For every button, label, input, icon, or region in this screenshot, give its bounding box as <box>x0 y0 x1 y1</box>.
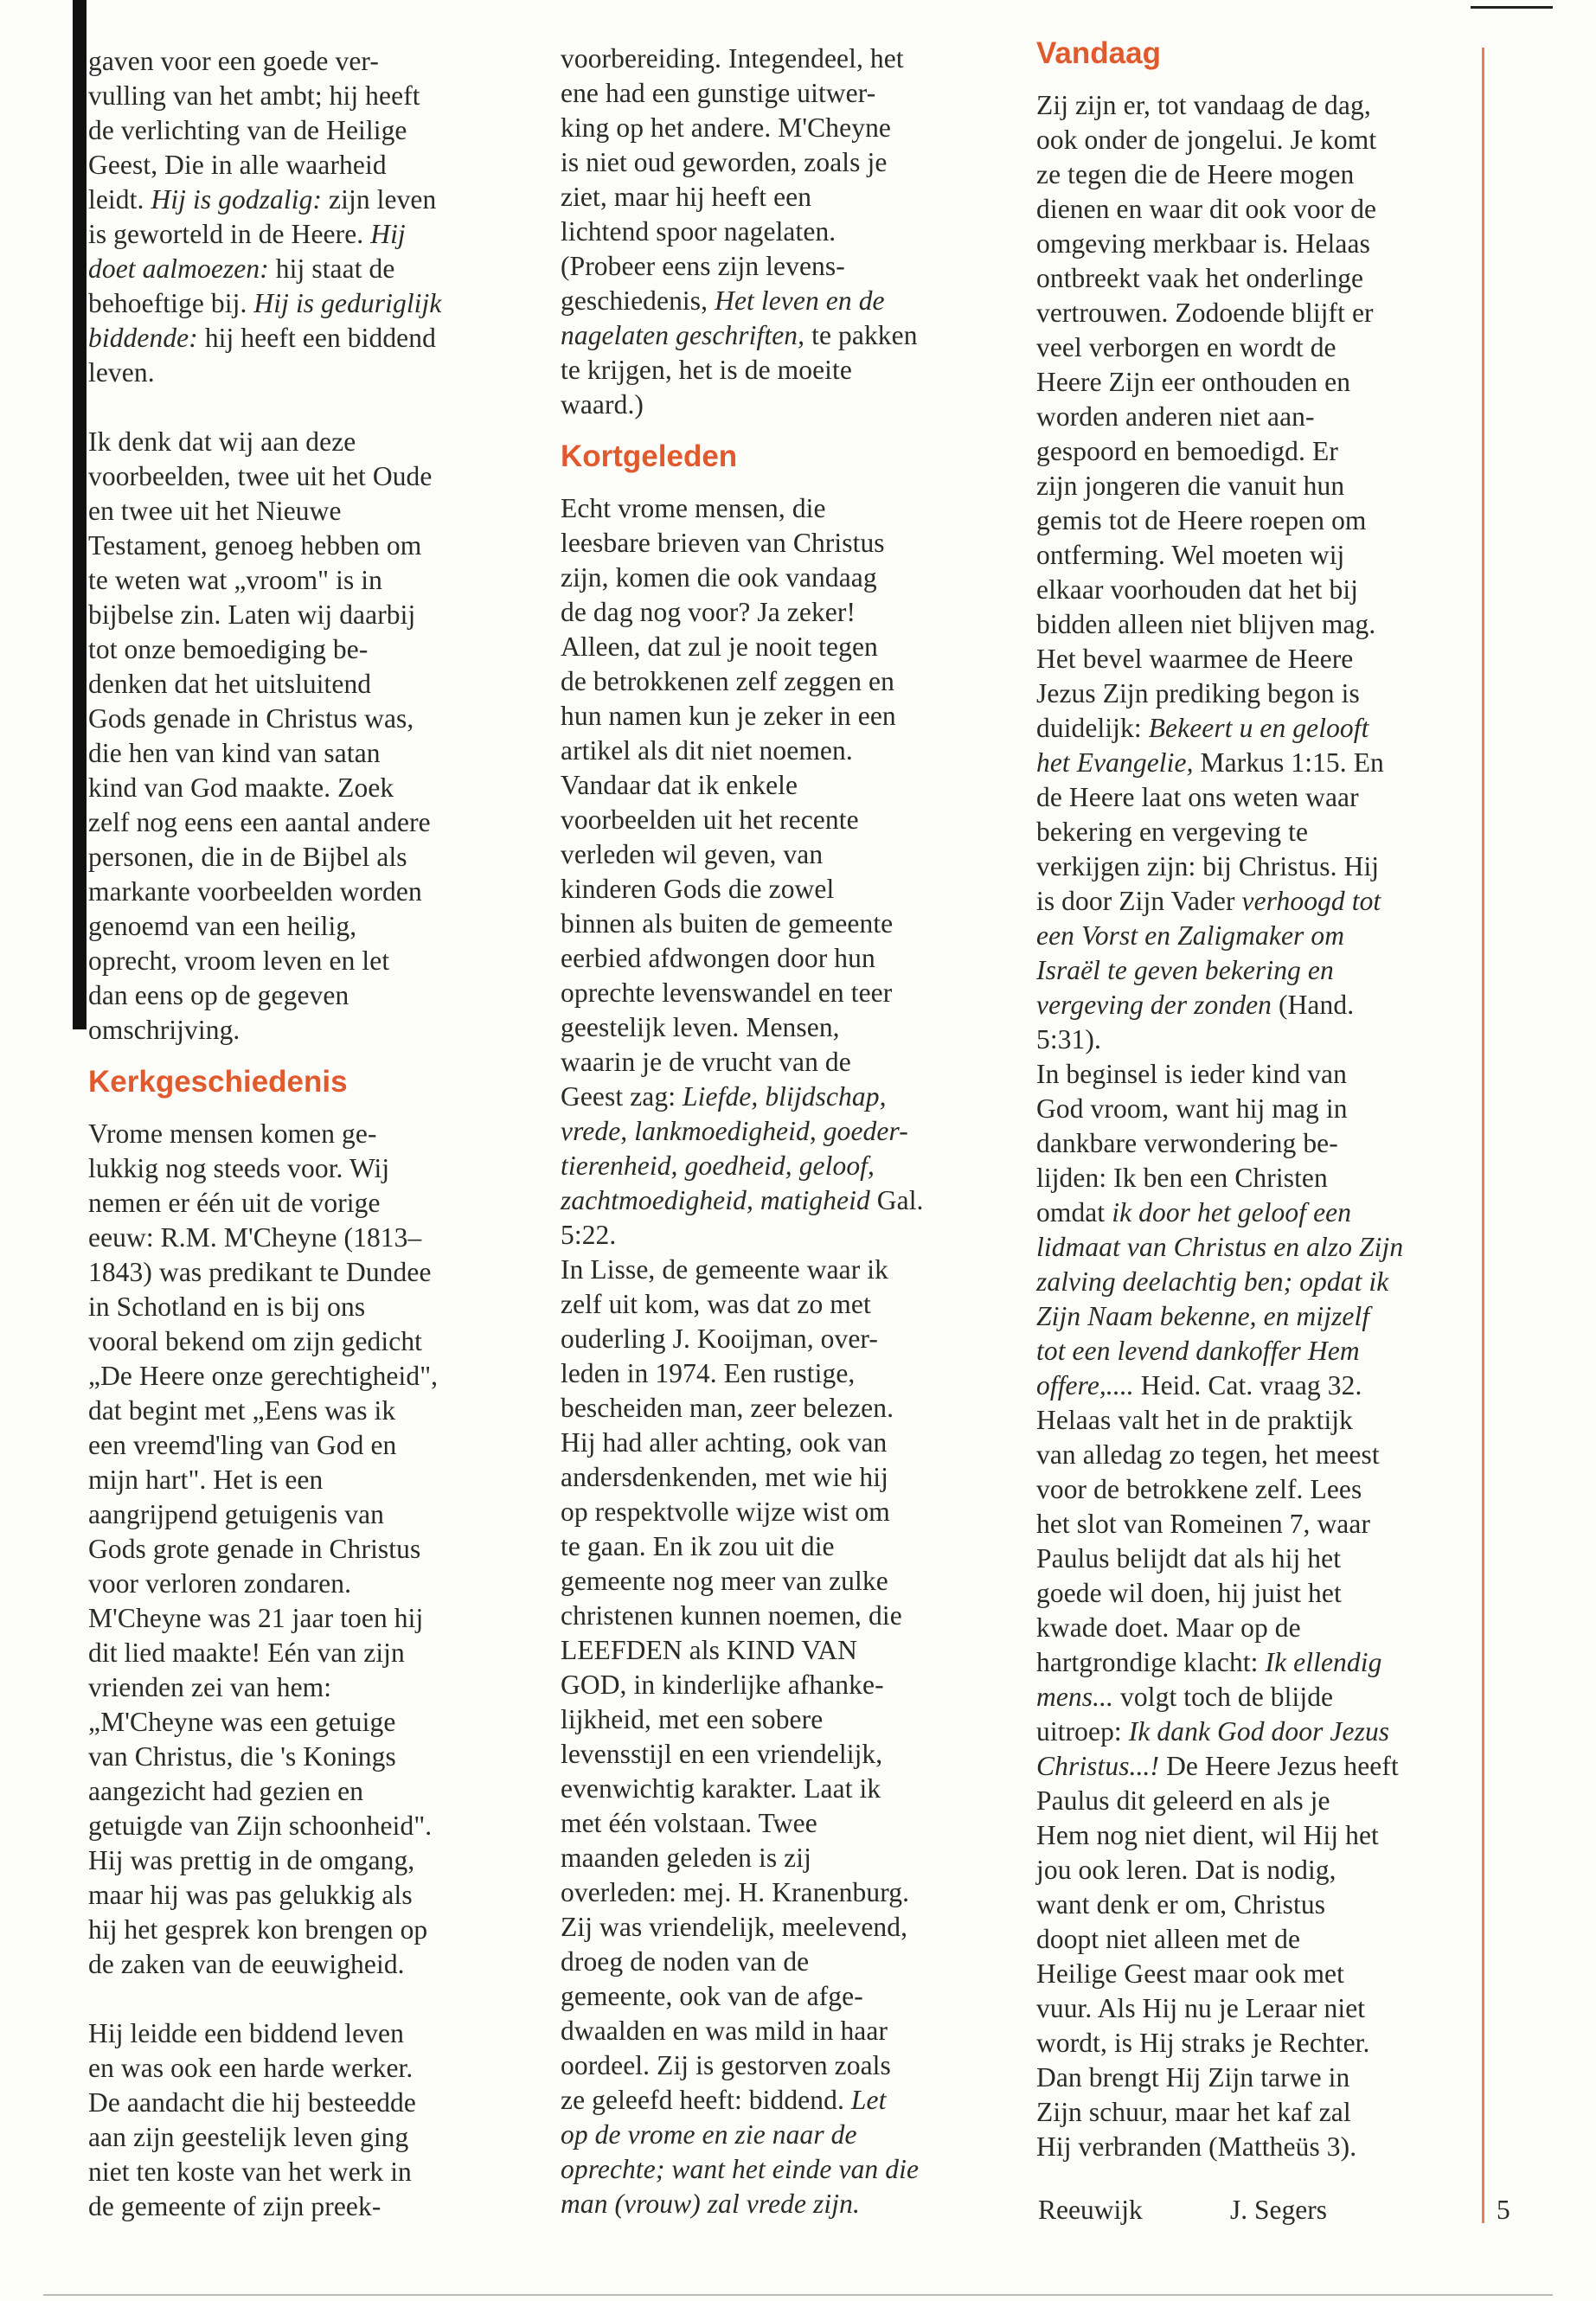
text-line: de dag nog voor? Ja zeker! <box>561 597 856 627</box>
text-line: op respektvolle wijze wist om <box>561 1497 890 1527</box>
text-line: elkaar voorhouden dat het bij <box>1036 574 1359 605</box>
text-line: denken dat het uitsluitend <box>88 669 372 699</box>
text-span: Geest zag: <box>561 1081 683 1112</box>
text-line: voor de betrokkene zelf. Lees <box>1036 1474 1362 1504</box>
text-line: ook onder de jongelui. Je komt <box>1036 125 1377 155</box>
text-line: eerbied afdwongen door hun <box>561 943 875 973</box>
text-line: het slot van Romeinen 7, waar <box>1036 1509 1371 1539</box>
text-line: Helaas valt het in de praktijk <box>1036 1405 1354 1435</box>
text-line <box>1036 953 1486 988</box>
text-line: verleden wil geven, van <box>561 839 824 869</box>
text-line: en was ook een harde werker. <box>88 2053 413 2083</box>
text-line: Geest, Die in alle waarheid <box>88 150 387 180</box>
text-line: de gemeente of zijn preek- <box>88 2191 381 2221</box>
text-line <box>1036 988 1486 1022</box>
text-line: maar hij was pas gelukkig als <box>88 1880 413 1910</box>
text-line: Ik denk dat wij aan deze <box>88 426 356 457</box>
italic-span: Christus...! <box>1036 1751 1160 1781</box>
text-line: voorbeelden, twee uit het Oude <box>88 461 433 491</box>
text-line: overleden: mej. H. Kranenburg. <box>561 1877 910 1907</box>
italic-span: tierenheid, goedheid, geloof, <box>561 1150 875 1181</box>
text-line: tot onze bemoediging be- <box>88 634 369 664</box>
top-rule <box>1471 6 1553 9</box>
text-line: lukkig nog steeds voor. Wij <box>88 1153 390 1183</box>
italic-span: biddende: <box>88 323 198 353</box>
text-line: gemis tot de Heere roepen om <box>1036 505 1367 535</box>
text-line: (Probeer eens zijn levens- <box>561 251 845 281</box>
text-line <box>1036 919 1486 953</box>
page-number: 5 <box>1497 2195 1510 2225</box>
italic-span: het Evangelie, <box>1036 747 1194 778</box>
text-span: duidelijk: <box>1036 713 1149 743</box>
text-line <box>561 1149 1010 1183</box>
text-line: bidden alleen niet blijven mag. <box>1036 609 1376 639</box>
text-line: kwade doet. Maar op de <box>1036 1612 1301 1643</box>
text-line <box>561 1114 1010 1149</box>
text-line: jou ook leren. Dat is nodig, <box>1036 1855 1336 1885</box>
text-line: dan eens op de gegeven <box>88 980 349 1010</box>
text-line: ziet, maar hij heeft een <box>561 182 812 212</box>
text-line: Het bevel waarmee de Heere <box>1036 644 1354 674</box>
text-line: christenen kunnen noemen, die <box>561 1600 902 1631</box>
text-span: is door Zijn Vader <box>1036 886 1242 916</box>
text-line <box>1036 1680 1486 1715</box>
scan-edge-bar <box>73 0 87 1029</box>
text-line: vertrouwen. Zodoende blijft er <box>1036 298 1374 328</box>
text-line: waard.) <box>561 389 644 420</box>
italic-span: mens... <box>1036 1682 1114 1712</box>
italic-span: Zijn Naam bekenne, en mijzelf <box>1036 1301 1370 1331</box>
text-line: evenwichtig karakter. Laat ik <box>561 1773 881 1804</box>
footer-place: Reeuwijk <box>1038 2195 1143 2225</box>
text-span: De Heere Jezus heeft <box>1159 1751 1399 1781</box>
text-line: goede wil doen, hij juist het <box>1036 1578 1342 1608</box>
text-line: de zaken van de eeuwigheid. <box>88 1949 405 1979</box>
text-line: doopt niet alleen met de <box>1036 1924 1301 1954</box>
text-line: voorbeelden uit het recente <box>561 804 859 835</box>
text-line: „De Heere onze gerechtigheid", <box>88 1361 439 1391</box>
text-span: Heid. Cat. vraag 32. <box>1133 1370 1362 1400</box>
italic-span: Liefde, blijdschap, <box>683 1081 887 1112</box>
text-line: aan zijn geestelijk leven ging <box>88 2122 409 2152</box>
text-line <box>1036 1195 1486 1230</box>
text-span: geschiedenis, <box>561 285 715 316</box>
text-line <box>561 2083 1010 2118</box>
text-line: omschrijving. <box>88 1015 240 1045</box>
paragraph <box>561 42 1010 422</box>
paragraph <box>88 1117 538 1982</box>
text-line: God vroom, want hij mag in <box>1036 1093 1348 1124</box>
text-line: 5:22. <box>561 1220 617 1250</box>
text-line: ene had een gunstige uitwer- <box>561 78 876 108</box>
text-line: artikel als dit niet noemen. <box>561 735 853 766</box>
text-line: GOD, in kinderlijke afhanke- <box>561 1670 884 1700</box>
text-line: zelf uit kom, was dat zo met <box>561 1289 871 1319</box>
text-line: Zijn schuur, maar het kaf zal <box>1036 2097 1351 2127</box>
italic-span: Bekeert u en gelooft <box>1148 713 1369 743</box>
text-line: de Heere laat ons weten waar <box>1036 782 1359 812</box>
text-line <box>1036 884 1486 919</box>
text-line: Echt vrome mensen, die <box>561 493 826 523</box>
text-line: maanden geleden is zij <box>561 1843 811 1873</box>
text-line: te krijgen, het is de moeite <box>561 355 852 385</box>
italic-span: Het leven en de <box>715 285 885 316</box>
text-line: lijden: Ik ben een Christen <box>1036 1163 1328 1193</box>
text-line: van alledag zo tegen, het meest <box>1036 1439 1380 1470</box>
italic-span: tot een levend dankoffer Hem <box>1036 1336 1360 1366</box>
text-line: 5:31). <box>1036 1024 1101 1054</box>
text-line <box>88 286 538 321</box>
text-span: zijn leven <box>322 184 437 215</box>
text-line: Hem nog niet dient, wil Hij het <box>1036 1820 1379 1850</box>
text-line: bescheiden man, zeer belezen. <box>561 1393 894 1423</box>
text-span: hij staat de <box>268 253 395 284</box>
italic-span: Hij <box>370 219 406 249</box>
text-line <box>1036 1715 1486 1749</box>
text-line <box>88 252 538 286</box>
text-span: leidt. <box>88 184 151 215</box>
text-line: worden anderen niet aan- <box>1036 401 1315 432</box>
text-span: hij heeft een biddend <box>197 323 436 353</box>
text-span: volgt toch de blijde <box>1113 1682 1334 1712</box>
text-line: de betrokkenen zelf zeggen en <box>561 666 894 696</box>
column-3 <box>1036 19 1486 2164</box>
text-line: Heere Zijn eer onthouden en <box>1036 367 1351 397</box>
text-line: omgeving merkbaar is. Helaas <box>1036 228 1370 259</box>
text-line: leden in 1974. Een rustige, <box>561 1358 856 1388</box>
text-line: bijbelse zin. Laten wij daarbij <box>88 599 416 630</box>
text-line: Alleen, dat zul je nooit tegen <box>561 631 878 662</box>
footer-author: J. Segers <box>1230 2195 1327 2225</box>
text-line: LEEFDEN als KIND VAN <box>561 1635 857 1665</box>
text-line: is niet oud geworden, zoals je <box>561 147 888 177</box>
text-line <box>1036 1645 1486 1680</box>
text-line: lijkheid, met een sobere <box>561 1704 824 1734</box>
text-line <box>561 284 1010 318</box>
text-line <box>1036 1334 1486 1368</box>
text-line: gaven voor een goede ver- <box>88 46 379 76</box>
paragraph-gap <box>88 390 538 425</box>
text-line <box>88 321 538 356</box>
text-line: in Schotland en is bij ons <box>88 1292 366 1322</box>
text-line: kinderen Gods die zowel <box>561 874 835 904</box>
text-line: Zij zijn er, tot vandaag de dag, <box>1036 90 1371 120</box>
text-line: binnen als buiten de gemeente <box>561 908 894 939</box>
italic-span: zachtmoedigheid, matigheid <box>561 1185 870 1215</box>
italic-span: zalving deelachtig ben; opdat ik <box>1036 1266 1389 1297</box>
text-line: Hij had aller achting, ook van <box>561 1427 888 1458</box>
text-span: ze geleefd heeft: biddend. <box>561 2085 851 2115</box>
italic-span: Hij is geduriglijk <box>253 288 442 318</box>
text-line <box>561 2187 1010 2221</box>
text-line: markante voorbeelden worden <box>88 876 422 907</box>
text-line: leesbare brieven van Christus <box>561 528 885 558</box>
text-line: Jezus Zijn prediking begon is <box>1036 678 1360 708</box>
section-heading: Vandaag <box>1036 36 1161 70</box>
italic-span: vergeving der zonden <box>1036 990 1272 1020</box>
text-line <box>88 217 538 252</box>
text-line: wordt, is Hij straks je Rechter. <box>1036 2028 1370 2058</box>
text-line: vulling van het ambt; hij heeft <box>88 80 420 111</box>
text-line <box>1036 1230 1486 1265</box>
italic-span: Ik dank God door Jezus <box>1128 1716 1390 1747</box>
paragraph <box>561 491 1010 2221</box>
text-line: „M'Cheyne was een getuige <box>88 1707 396 1737</box>
text-line: lichtend spoor nagelaten. <box>561 216 836 247</box>
text-line: vooral bekend om zijn gedicht <box>88 1326 423 1356</box>
text-line: van Christus, die 's Konings <box>88 1741 396 1772</box>
text-line: niet ten koste van het werk in <box>88 2157 412 2187</box>
paragraph <box>88 44 538 390</box>
text-line <box>561 1183 1010 1218</box>
text-line: Hij verbranden (Mattheüs 3). <box>1036 2131 1357 2162</box>
text-line: Gods grote genade in Christus <box>88 1534 421 1564</box>
text-line <box>88 183 538 217</box>
text-line: Paulus belijdt dat als hij het <box>1036 1543 1342 1574</box>
text-span: (Hand. <box>1272 990 1355 1020</box>
text-line: nemen er één uit de vorige <box>88 1188 381 1218</box>
italic-span: doet aalmoezen: <box>88 253 269 284</box>
text-line: kind van God maakte. Zoek <box>88 772 394 803</box>
italic-span: Israël te geven bekering en <box>1036 955 1334 985</box>
text-line: zijn, komen die ook vandaag <box>561 562 877 593</box>
column-1 <box>88 44 538 2224</box>
italic-span: lidmaat van Christus en alzo Zijn <box>1036 1232 1404 1262</box>
text-line: hun namen kun je zeker in een <box>561 701 896 731</box>
text-span: behoeftige bij. <box>88 288 254 318</box>
text-line: geestelijk leven. Mensen, <box>561 1012 840 1042</box>
text-line: Testament, genoeg hebben om <box>88 530 422 561</box>
text-line: die hen van kind van satan <box>88 738 381 768</box>
text-line: dit lied maakte! Eén van zijn <box>88 1638 405 1668</box>
text-line: mijn hart". Het is een <box>88 1465 324 1495</box>
italic-span: ik door het geloof een <box>1112 1197 1352 1227</box>
text-line: gemeente nog meer van zulke <box>561 1566 888 1596</box>
text-line: Heilige Geest maar ook met <box>1036 1958 1344 1989</box>
text-line: waarin je de vrucht van de <box>561 1047 851 1077</box>
text-line: gespoord en bemoedigd. Er <box>1036 436 1338 466</box>
text-line: bekering en vergeving te <box>1036 817 1309 847</box>
italic-span: een Vorst en Zaligmaker om <box>1036 920 1345 951</box>
text-span: Markus 1:15. En <box>1193 747 1384 778</box>
text-line: andersdenkenden, met wie hij <box>561 1462 888 1492</box>
text-line: oprecht, vroom leven en let <box>88 945 390 976</box>
text-line <box>1036 1265 1486 1299</box>
text-line: veel verborgen en wordt de <box>1036 332 1336 362</box>
text-line: zijn jongeren die vanuit hun <box>1036 471 1345 501</box>
text-line <box>1036 746 1486 780</box>
text-line: een vreemd'ling van God en <box>88 1430 397 1460</box>
italic-span: man (vrouw) zal vrede zijn. <box>561 2189 860 2219</box>
italic-span: verhoogd tot <box>1241 886 1381 916</box>
text-line: voor verloren zondaren. <box>88 1568 352 1599</box>
text-line: Vrome mensen komen ge- <box>88 1118 377 1149</box>
text-line: vrienden zei van hem: <box>88 1672 332 1702</box>
italic-span: Hij is godzalig: <box>151 184 323 215</box>
text-line: en twee uit het Nieuwe <box>88 496 342 526</box>
text-line: hij het gesprek kon brengen op <box>88 1914 428 1945</box>
text-line: 1843) was predikant te Dundee <box>88 1257 432 1287</box>
text-line <box>1036 711 1486 746</box>
italic-span: vrede, lankmoedigheid, goeder- <box>561 1116 908 1146</box>
text-line: Dan brengt Hij Zijn tarwe in <box>1036 2062 1350 2093</box>
italic-span: offere,.... <box>1036 1370 1134 1400</box>
text-line: droeg de noden van de <box>561 1946 810 1977</box>
paragraph-gap <box>88 1982 538 2016</box>
column-2 <box>561 42 1010 2221</box>
text-line: In Lisse, de gemeente waar ik <box>561 1254 888 1285</box>
text-line: genoemd van een heilig, <box>88 911 357 941</box>
text-line: Hij leidde een biddend leven <box>88 2018 404 2048</box>
text-line: dankbare verwondering be- <box>1036 1128 1338 1158</box>
text-line: de verlichting van de Heilige <box>88 115 407 145</box>
text-line: leven. <box>88 357 155 388</box>
text-line: Vandaar dat ik enkele <box>561 770 798 800</box>
text-line <box>1036 1749 1486 1784</box>
text-line <box>561 2152 1010 2187</box>
text-line: want denk er om, Christus <box>1036 1889 1326 1920</box>
paragraph <box>1036 88 1486 2164</box>
text-span: uitroep: <box>1036 1716 1129 1747</box>
text-line <box>561 1080 1010 1114</box>
text-line: levensstijl en een vriendelijk, <box>561 1739 883 1769</box>
text-span: te pakken <box>804 320 918 350</box>
text-line: In beginsel is ieder kind van <box>1036 1059 1347 1089</box>
text-line: ouderling J. Kooijman, over- <box>561 1324 878 1354</box>
text-span: is geworteld in de Heere. <box>88 219 371 249</box>
text-line: Gods genade in Christus was, <box>88 703 414 734</box>
italic-span: oprechte; want het einde van die <box>561 2154 920 2184</box>
text-line: aangezicht had gezien en <box>88 1776 364 1806</box>
text-line: ontferming. Wel moeten wij <box>1036 540 1345 570</box>
italic-span: nagelaten geschriften, <box>561 320 805 350</box>
paragraph <box>88 2016 538 2224</box>
text-line: Hij was prettig in de omgang, <box>88 1845 415 1875</box>
text-line: te weten wat „vroom" is in <box>88 565 382 595</box>
text-line: zelf nog eens een aantal andere <box>88 807 431 837</box>
italic-span: Let <box>850 2085 887 2115</box>
text-line <box>1036 1299 1486 1334</box>
text-line: dienen en waar dit ook voor de <box>1036 194 1377 224</box>
text-line: eeuw: R.M. M'Cheyne (1813– <box>88 1222 422 1253</box>
italic-span: op de vrome en zie naar de <box>561 2119 857 2150</box>
text-line: te gaan. En ik zou uit die <box>561 1531 835 1561</box>
text-span: hartgrondige klacht: <box>1036 1647 1266 1677</box>
section-heading: Kerkgeschiedenis <box>88 1065 348 1099</box>
text-line: dat begint met „Eens was ik <box>88 1395 396 1426</box>
text-line: Zij was vriendelijk, meelevend, <box>561 1912 908 1942</box>
text-span: Gal. <box>869 1185 924 1215</box>
text-line: ontbreekt vaak het onderlinge <box>1036 263 1364 293</box>
text-line: De aandacht die hij besteedde <box>88 2087 416 2118</box>
text-line: voorbereiding. Integendeel, het <box>561 43 904 74</box>
text-line: king op het andere. M'Cheyne <box>561 112 891 143</box>
text-line: aangrijpend getuigenis van <box>88 1499 384 1529</box>
text-line: ze tegen die de Heere mogen <box>1036 159 1355 189</box>
paragraph <box>88 425 538 1048</box>
text-line <box>561 2118 1010 2152</box>
text-line: M'Cheyne was 21 jaar toen hij <box>88 1603 424 1633</box>
italic-span: Ik ellendig <box>1265 1647 1382 1677</box>
text-line: dwaalden en was mild in haar <box>561 2016 888 2046</box>
text-span: omdat <box>1036 1197 1112 1227</box>
text-line: oordeel. Zij is gestorven zoals <box>561 2050 891 2080</box>
text-line: oprechte levenswandel en teer <box>561 977 893 1008</box>
text-line <box>1036 1368 1486 1403</box>
text-line: vuur. Als Hij nu je Leraar niet <box>1036 1993 1366 2023</box>
section-heading: Kortgeleden <box>561 439 738 473</box>
text-line: verkijgen zijn: bij Christus. Hij <box>1036 851 1380 881</box>
text-line: met één volstaan. Twee <box>561 1808 817 1838</box>
text-line: Paulus dit geleerd en als je <box>1036 1785 1330 1816</box>
text-line: getuigde van Zijn schoonheid". <box>88 1811 433 1841</box>
text-line <box>561 318 1010 353</box>
page-edge-rule <box>43 2294 1553 2296</box>
text-line: gemeente, ook van de afge- <box>561 1981 863 2011</box>
text-line: personen, die in de Bijbel als <box>88 842 407 872</box>
